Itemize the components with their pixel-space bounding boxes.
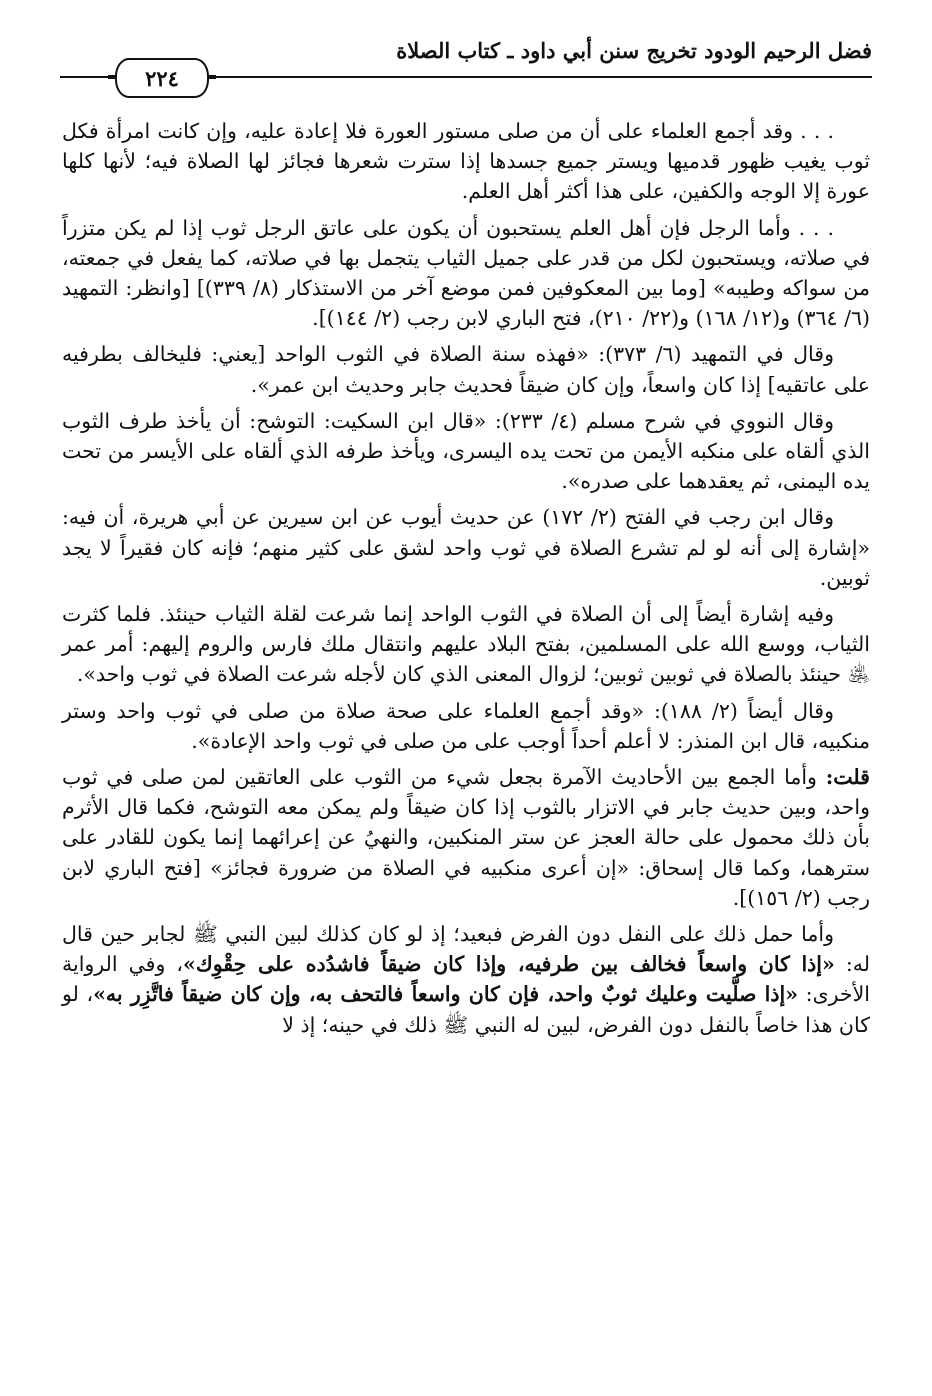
paragraph-9-text-a: وأما حمل ذلك على النفل دون الفرض فبعيد؛ إذ لو كان كذلك لبين النبي ﷺ لجابر حين قال له:: [62, 922, 870, 977]
running-header: [60, 38, 872, 108]
paragraph-4: وقال النووي في شرح مسلم (٤/ ٢٣٣): «قال ابن السكيت: التوشح: أن يأخذ طرف الثوب الذي ألقاه على منكبه الأيمن من تحت يده اليسرى، ويأخذ طرفه الذي ألقاه على الأيسر من تحت يده اليمنى، ثم يعقدهما على صدره».: [62, 408, 870, 494]
paragraph-9: [62, 919, 870, 1040]
paragraph-9-text-b: ، وفي الرواية الأخرى:: [62, 952, 870, 1007]
paragraph-1: . . . وقد أجمع العلماء على أن من صلى مستور العورة فلا إعادة عليه، وإن كانت امرأة فكل ثوب يغيب ظهور قدميها ويستر جميع جسدها إذا سترت شعرها فجائز لها الصلاة فيه؛ لأنها كلها عورة إلا الوجه والكفين، على هذا أكثر أهل العلم.: [62, 119, 870, 204]
paragraph-5: وقال ابن رجب في الفتح (٢/ ١٧٢) عن حديث أيوب عن ابن سيرين عن أبي هريرة، أن فيه: «إشارة إلى أنه لو لم تشرع الصلاة في ثوب واحد لشق على كثير منهم؛ فإنه كان فقيراً لا يجد ثوبين.: [62, 505, 870, 590]
hadith-quote-1: «إذا كان واسعاً فخالف بين طرفيه، وإذا كان ضيقاً فاشدُده على حِقْوِك»: [183, 952, 835, 977]
paragraph-6: وفيه إشارة أيضاً إلى أن الصلاة في الثوب الواحد إنما شرعت لقلة الثياب حينئذ. فلما كثرت الثياب، ووسع الله على المسلمين، بفتح البلاد عليهم وانتقال ملك فارس والروم إليهم: أمر عمر ﵁ حينئذ بالصلاة في ثوبين ثوبين؛ لزوال المعنى الذي كان لأجله شرعت الصلاة في ثوب واحد».: [62, 602, 870, 687]
paragraph-7: وقال أيضاً (٢/ ١٨٨): «وقد أجمع العلماء على صحة صلاة من صلى في ثوب واحد وستر منكبيه، قال ابن المنذر: لا أعلم أحداً أوجب على من صلى في ثوب واحد الإعادة».: [62, 698, 870, 753]
paragraph-8: [62, 762, 870, 913]
paragraph-9-text-c: ، لو كان هذا خاصاً بالنفل دون الفرض، لبين له النبي ﷺ ذلك في حينه؛ إذ لا: [62, 982, 870, 1037]
page-number-badge: [115, 58, 209, 98]
paragraph-3: وقال في التمهيد (٦/ ٣٧٣): «فهذه سنة الصلاة في الثوب الواحد [يعني: فليخالف بطرفيه على عاتقيه] إذا كان واسعاً، وإن كان ضيقاً فحديث جابر وحديث ابن عمر».: [62, 342, 870, 397]
page-body: [62, 116, 870, 1046]
hadith-quote-2: «إذا صلَّيت وعليك ثوبٌ واحد، فإن كان واسعاً فالتحف به، وإن كان ضيقاً فاتَّزِر به»: [93, 982, 799, 1007]
qultu-lead: قلت:: [825, 765, 870, 790]
paragraph-2: . . . وأما الرجل فإن أهل العلم يستحبون أن يكون على عاتق الرجل ثوب إذا لم يكن متزراً في صلاته، ويستحبون لكل من قدر على جميل الثياب يتجمل بها في صلاته، كما يفعل في جمعته، من سواكه وطيبه» [وما بين المعكوفين فمن موضع آخر من الاستذكار (٨/ ٣٣٩)] [وانظر: التمهيد (٦/ ٣٦٤) و(١٢/ ١٦٨) و(٢٢/ ٢١٠)، فتح الباري لابن رجب (٢/ ١٤٤)].: [62, 215, 870, 331]
header-title: فضل الرحيم الودود تخريج سنن أبي داود ـ كتاب الصلاة: [396, 38, 872, 63]
page-number: ٢٢٤: [145, 65, 179, 91]
paragraph-8-text: وأما الجمع بين الأحاديث الآمرة بجعل شيء من الثوب على العاتقين لمن صلى في ثوب واحد، وبين حديث جابر في الاتزار بالثوب إذا كان ضيقاً ولم يمكن معه التوشح، فكما قال الأثرم بأن ذلك محمول على حالة العجز عن ستر المنكبين، والنهيُ عن إعرائهما إنما يكون للقادر على سترهما، وكما قال إسحاق: «إن أعرى منكبيه في الصلاة من ضرورة فجائز» [فتح الباري لابن رجب (٢/ ١٥٦)].: [62, 765, 870, 910]
